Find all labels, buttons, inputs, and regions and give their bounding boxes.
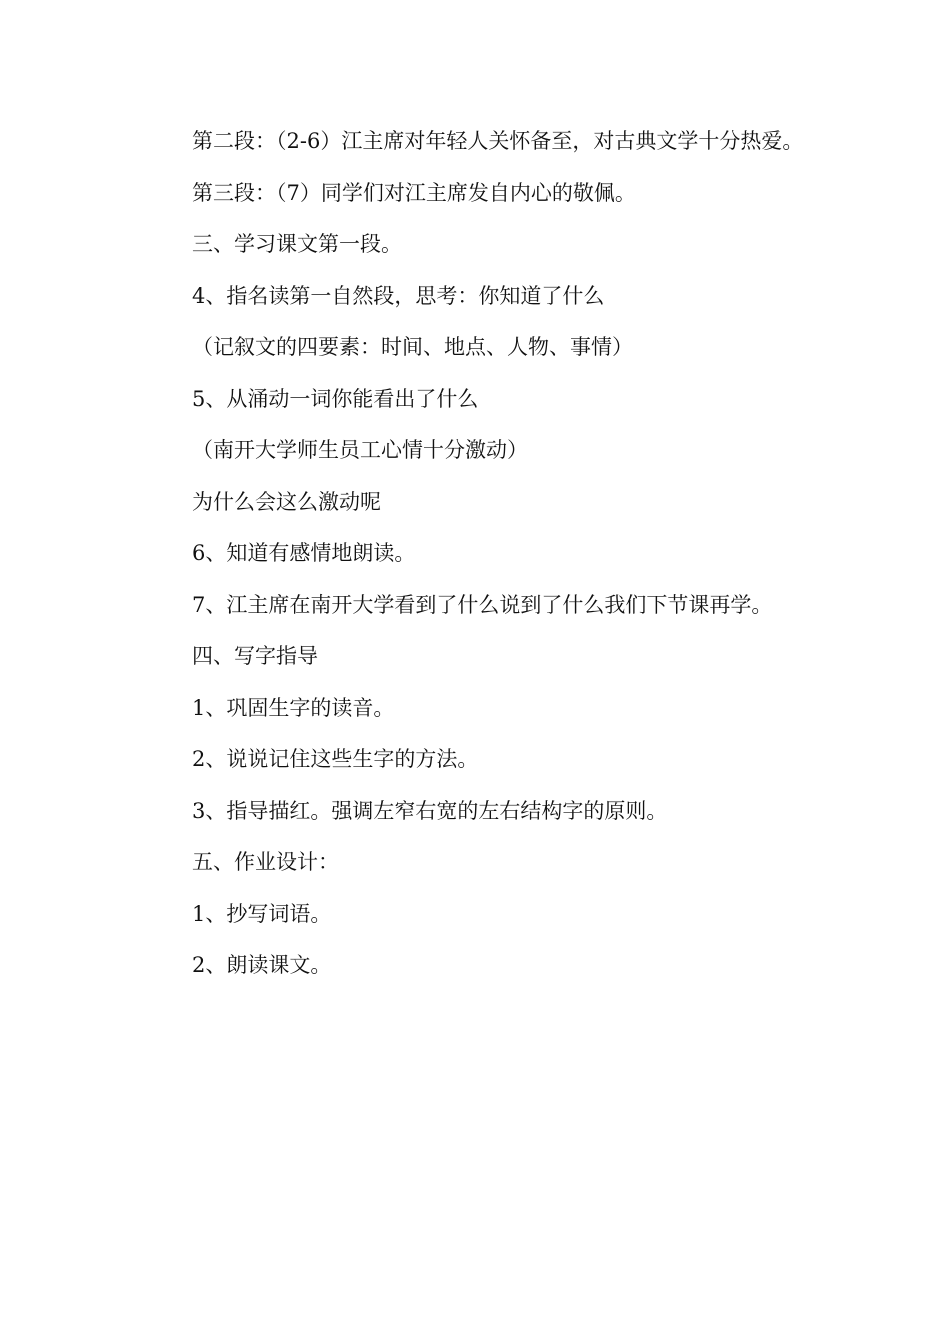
heading-study-first-section: 三、学习课文第一段。 [192,232,402,256]
paragraph-section-three: 第三段：（7）同学们对江主席发自内心的敬佩。 [192,180,636,205]
list-item-7: 7、江主席在南开大学看到了什么说到了什么我们下节课再学。 [192,592,773,617]
heading-writing-guidance: 四、写字指导 [192,644,318,668]
writing-item-2: 2、说说记住这些生字的方法。 [192,747,479,771]
list-item-6: 6、知道有感情地朗读。 [192,541,416,565]
heading-homework-design: 五、作业设计： [192,850,339,874]
writing-item-3: 3、指导描红。强调左窄右宽的左右结构字的原则。 [192,798,668,823]
question-why-excited: 为什么会这么激动呢 [192,489,381,514]
paragraph-section-two: 第二段：（2-6）江主席对年轻人关怀备至，对古典文学十分热爱。 [192,129,804,153]
homework-item-1: 1、抄写词语。 [192,901,332,926]
list-item-4: 4、指名读第一自然段，思考：你知道了什么 [192,283,605,308]
document-body [147,116,807,992]
writing-item-1: 1、巩固生字的读音。 [192,695,395,720]
list-item-5: 5、从涌动一词你能看出了什么 [192,386,479,411]
note-four-elements: （记叙文的四要素：时间、地点、人物、事情） [192,335,633,359]
homework-item-2: 2、朗读课文。 [192,953,332,977]
note-excited-staff: （南开大学师生员工心情十分激动） [192,438,528,462]
